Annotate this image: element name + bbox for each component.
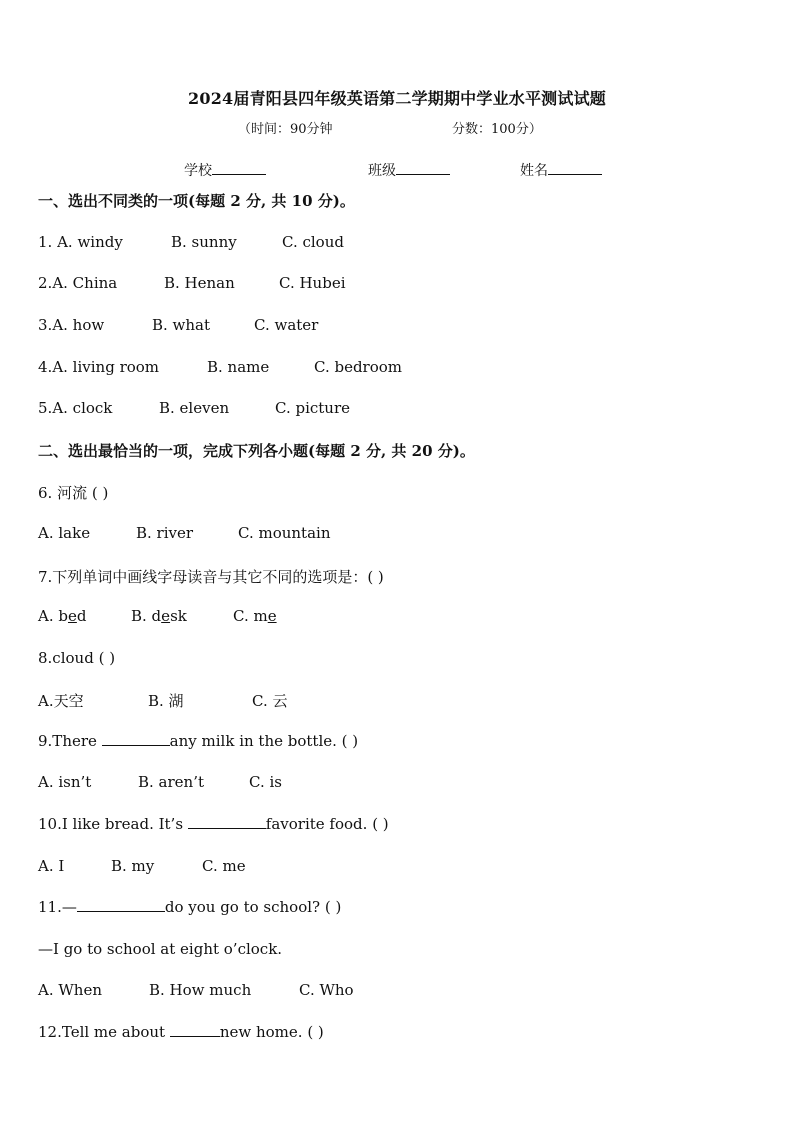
option-a: A.天空 bbox=[38, 692, 84, 710]
question-11-stem: 11.— do you go to school? ( ) bbox=[38, 898, 342, 916]
option-a: 2.A. China bbox=[38, 274, 118, 292]
option-b: B. How much bbox=[149, 981, 252, 999]
option-c: C. water bbox=[254, 316, 319, 334]
option-c: C. Hubei bbox=[279, 274, 346, 292]
option-c: C. picture bbox=[275, 399, 351, 417]
option-b: B. aren’t bbox=[138, 773, 205, 791]
time-limit: （时间：90分钟 bbox=[238, 122, 333, 137]
option-a: A. When bbox=[38, 981, 102, 999]
option-b: B. name bbox=[207, 358, 270, 376]
option-c: C. mountain bbox=[238, 524, 331, 542]
option-c: C. is bbox=[249, 773, 282, 791]
option-b: B. what bbox=[152, 316, 211, 334]
question-12-stem: 12.Tell me about new home. ( ) bbox=[38, 1023, 324, 1041]
question-11-answer: —I go to school at eight o’clock. bbox=[38, 940, 283, 958]
option-c: C. Who bbox=[299, 981, 354, 999]
option-a: 5.A. clock bbox=[38, 399, 113, 417]
option-c: C. bedroom bbox=[314, 358, 403, 376]
page-title: 2024届青阳县四年级英语第二学期期中学业水平测试试题 bbox=[188, 89, 606, 108]
option-c: C. cloud bbox=[282, 233, 344, 251]
option-a: A. lake bbox=[38, 524, 91, 542]
section-1-heading: 一、选出不同类的一项(每题 2 分, 共 10 分)。 bbox=[38, 192, 355, 210]
school-field: 学校 bbox=[184, 160, 266, 180]
option-c: C. me bbox=[202, 857, 246, 875]
option-c: C. 云 bbox=[252, 692, 288, 710]
option-b: B. my bbox=[111, 857, 155, 875]
option-b: B. eleven bbox=[159, 399, 230, 417]
option-b: B. 湖 bbox=[148, 692, 184, 710]
section-2-heading: 二、选出最恰当的一项，完成下列各小题(每题 2 分, 共 20 分)。 bbox=[38, 442, 475, 460]
option-a: A. bed bbox=[38, 607, 87, 625]
total-score: 分数：100分） bbox=[452, 122, 542, 137]
option-c: C. me bbox=[233, 607, 277, 625]
class-field: 班级 bbox=[368, 160, 450, 180]
question-10-stem: 10.I like bread. It’s favorite food. ( ) bbox=[38, 815, 389, 833]
option-a: 1. A. windy bbox=[38, 233, 123, 251]
name-field: 姓名 bbox=[520, 160, 602, 180]
answer-blank bbox=[170, 1023, 220, 1037]
option-a: 4.A. living room bbox=[38, 358, 160, 376]
option-b: B. sunny bbox=[171, 233, 237, 251]
option-a: A. I bbox=[38, 857, 65, 875]
option-a: 3.A. how bbox=[38, 316, 105, 334]
option-a: A. isn’t bbox=[38, 773, 92, 791]
option-b: B. Henan bbox=[164, 274, 235, 292]
question-6-stem: 6. 河流 ( ) bbox=[38, 484, 109, 502]
option-b: B. desk bbox=[131, 607, 187, 625]
question-9-stem: 9.There any milk in the bottle. ( ) bbox=[38, 732, 359, 750]
answer-blank bbox=[77, 898, 165, 912]
answer-blank bbox=[102, 732, 170, 746]
question-8-stem: 8.cloud ( ) bbox=[38, 649, 116, 667]
answer-blank bbox=[188, 815, 266, 829]
option-b: B. river bbox=[136, 524, 194, 542]
question-7-stem: 7.下列单词中画线字母读音与其它不同的选项是：( ) bbox=[38, 568, 384, 586]
